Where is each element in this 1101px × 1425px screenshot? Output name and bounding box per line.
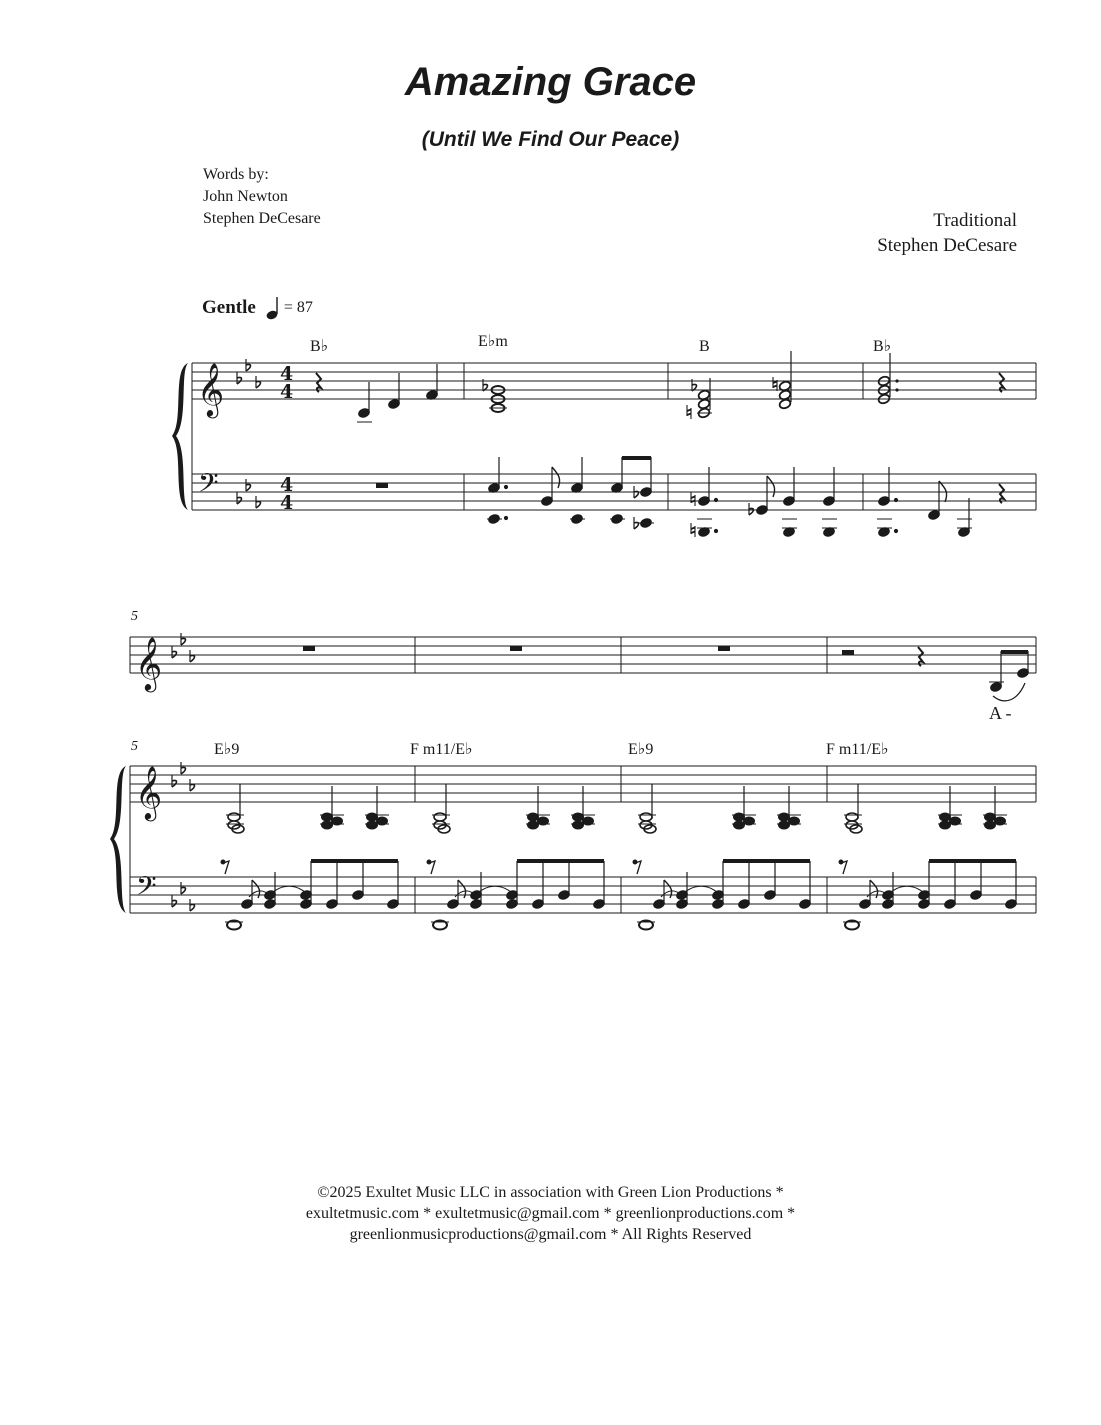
quarter-rest	[918, 647, 923, 666]
chord-symbol: F m11/E♭	[826, 741, 889, 758]
song-subtitle: (Until We Find Our Peace)	[421, 128, 680, 151]
measure-2-bass	[487, 457, 654, 529]
vocal-staff	[130, 637, 1036, 673]
system-2	[110, 609, 1036, 930]
piano-measure-pattern	[221, 784, 400, 930]
system-1	[172, 333, 1036, 538]
piano-measure-pattern	[633, 784, 812, 930]
chord-symbol: E♭9	[214, 741, 240, 758]
measure-4-bass	[877, 467, 1004, 538]
whole-rest	[376, 483, 388, 488]
chord-symbol: B	[699, 338, 710, 355]
measure-3-bass	[691, 467, 837, 538]
tempo-text: Gentle	[202, 297, 256, 318]
footer-line: ©2025 Exultet Music LLC in association with Green Lion Productions *	[317, 1184, 784, 1201]
lyric-syllable: A -	[989, 703, 1012, 723]
half-rest	[842, 650, 854, 655]
chord-symbol: E♭m	[478, 333, 508, 350]
pickup-notes	[989, 651, 1030, 701]
chord-symbol: B♭	[310, 338, 329, 355]
measure-3-treble	[687, 351, 792, 419]
lyricist-name: John Newton	[203, 188, 288, 205]
measure-1-treble	[316, 364, 439, 422]
grand-staff-brace	[110, 766, 126, 913]
measure-4-treble	[877, 353, 1004, 405]
composer-name: Traditional	[933, 210, 1017, 231]
measure-number: 5	[131, 609, 138, 624]
tempo-bpm: = 87	[283, 299, 313, 316]
piano-measure-pattern	[427, 784, 606, 930]
song-title: Amazing Grace	[404, 60, 697, 104]
measure-number: 5	[131, 739, 138, 754]
bass-clef-icon: 𝄢	[198, 467, 219, 505]
time-signature	[280, 363, 293, 514]
svg-text:4: 4	[280, 363, 294, 385]
treble-clef-icon: 𝄞	[135, 765, 163, 819]
treble-clef-icon: 𝄞	[135, 636, 163, 690]
copyright-footer	[0, 1182, 1101, 1245]
whole-measure-rests	[303, 646, 854, 655]
chord-symbol: B♭	[873, 338, 892, 355]
svg-text:4: 4	[280, 474, 294, 496]
treble-clef-icon: 𝄞	[197, 362, 225, 416]
svg-text:4: 4	[280, 492, 294, 514]
footer-line: greenlionmusicproductions@gmail.com * All Rights Reserved	[349, 1226, 752, 1243]
grand-staff-brace	[172, 363, 188, 510]
footer-line: exultetmusic.com * exultetmusic@gmail.com * greenlionproductions.com *	[305, 1205, 796, 1222]
bass-clef-icon: 𝄢	[136, 870, 157, 908]
measure-2-treble	[483, 379, 507, 412]
lyricist-label: Words by:	[203, 166, 269, 183]
composer-name: Stephen DeCesare	[877, 235, 1017, 256]
piano-measure-pattern	[839, 784, 1018, 930]
chord-symbol: E♭9	[628, 741, 654, 758]
svg-text:4: 4	[280, 381, 294, 403]
chord-symbol: F m11/E♭	[410, 741, 473, 758]
lyricist-name: Stephen DeCesare	[203, 210, 321, 227]
